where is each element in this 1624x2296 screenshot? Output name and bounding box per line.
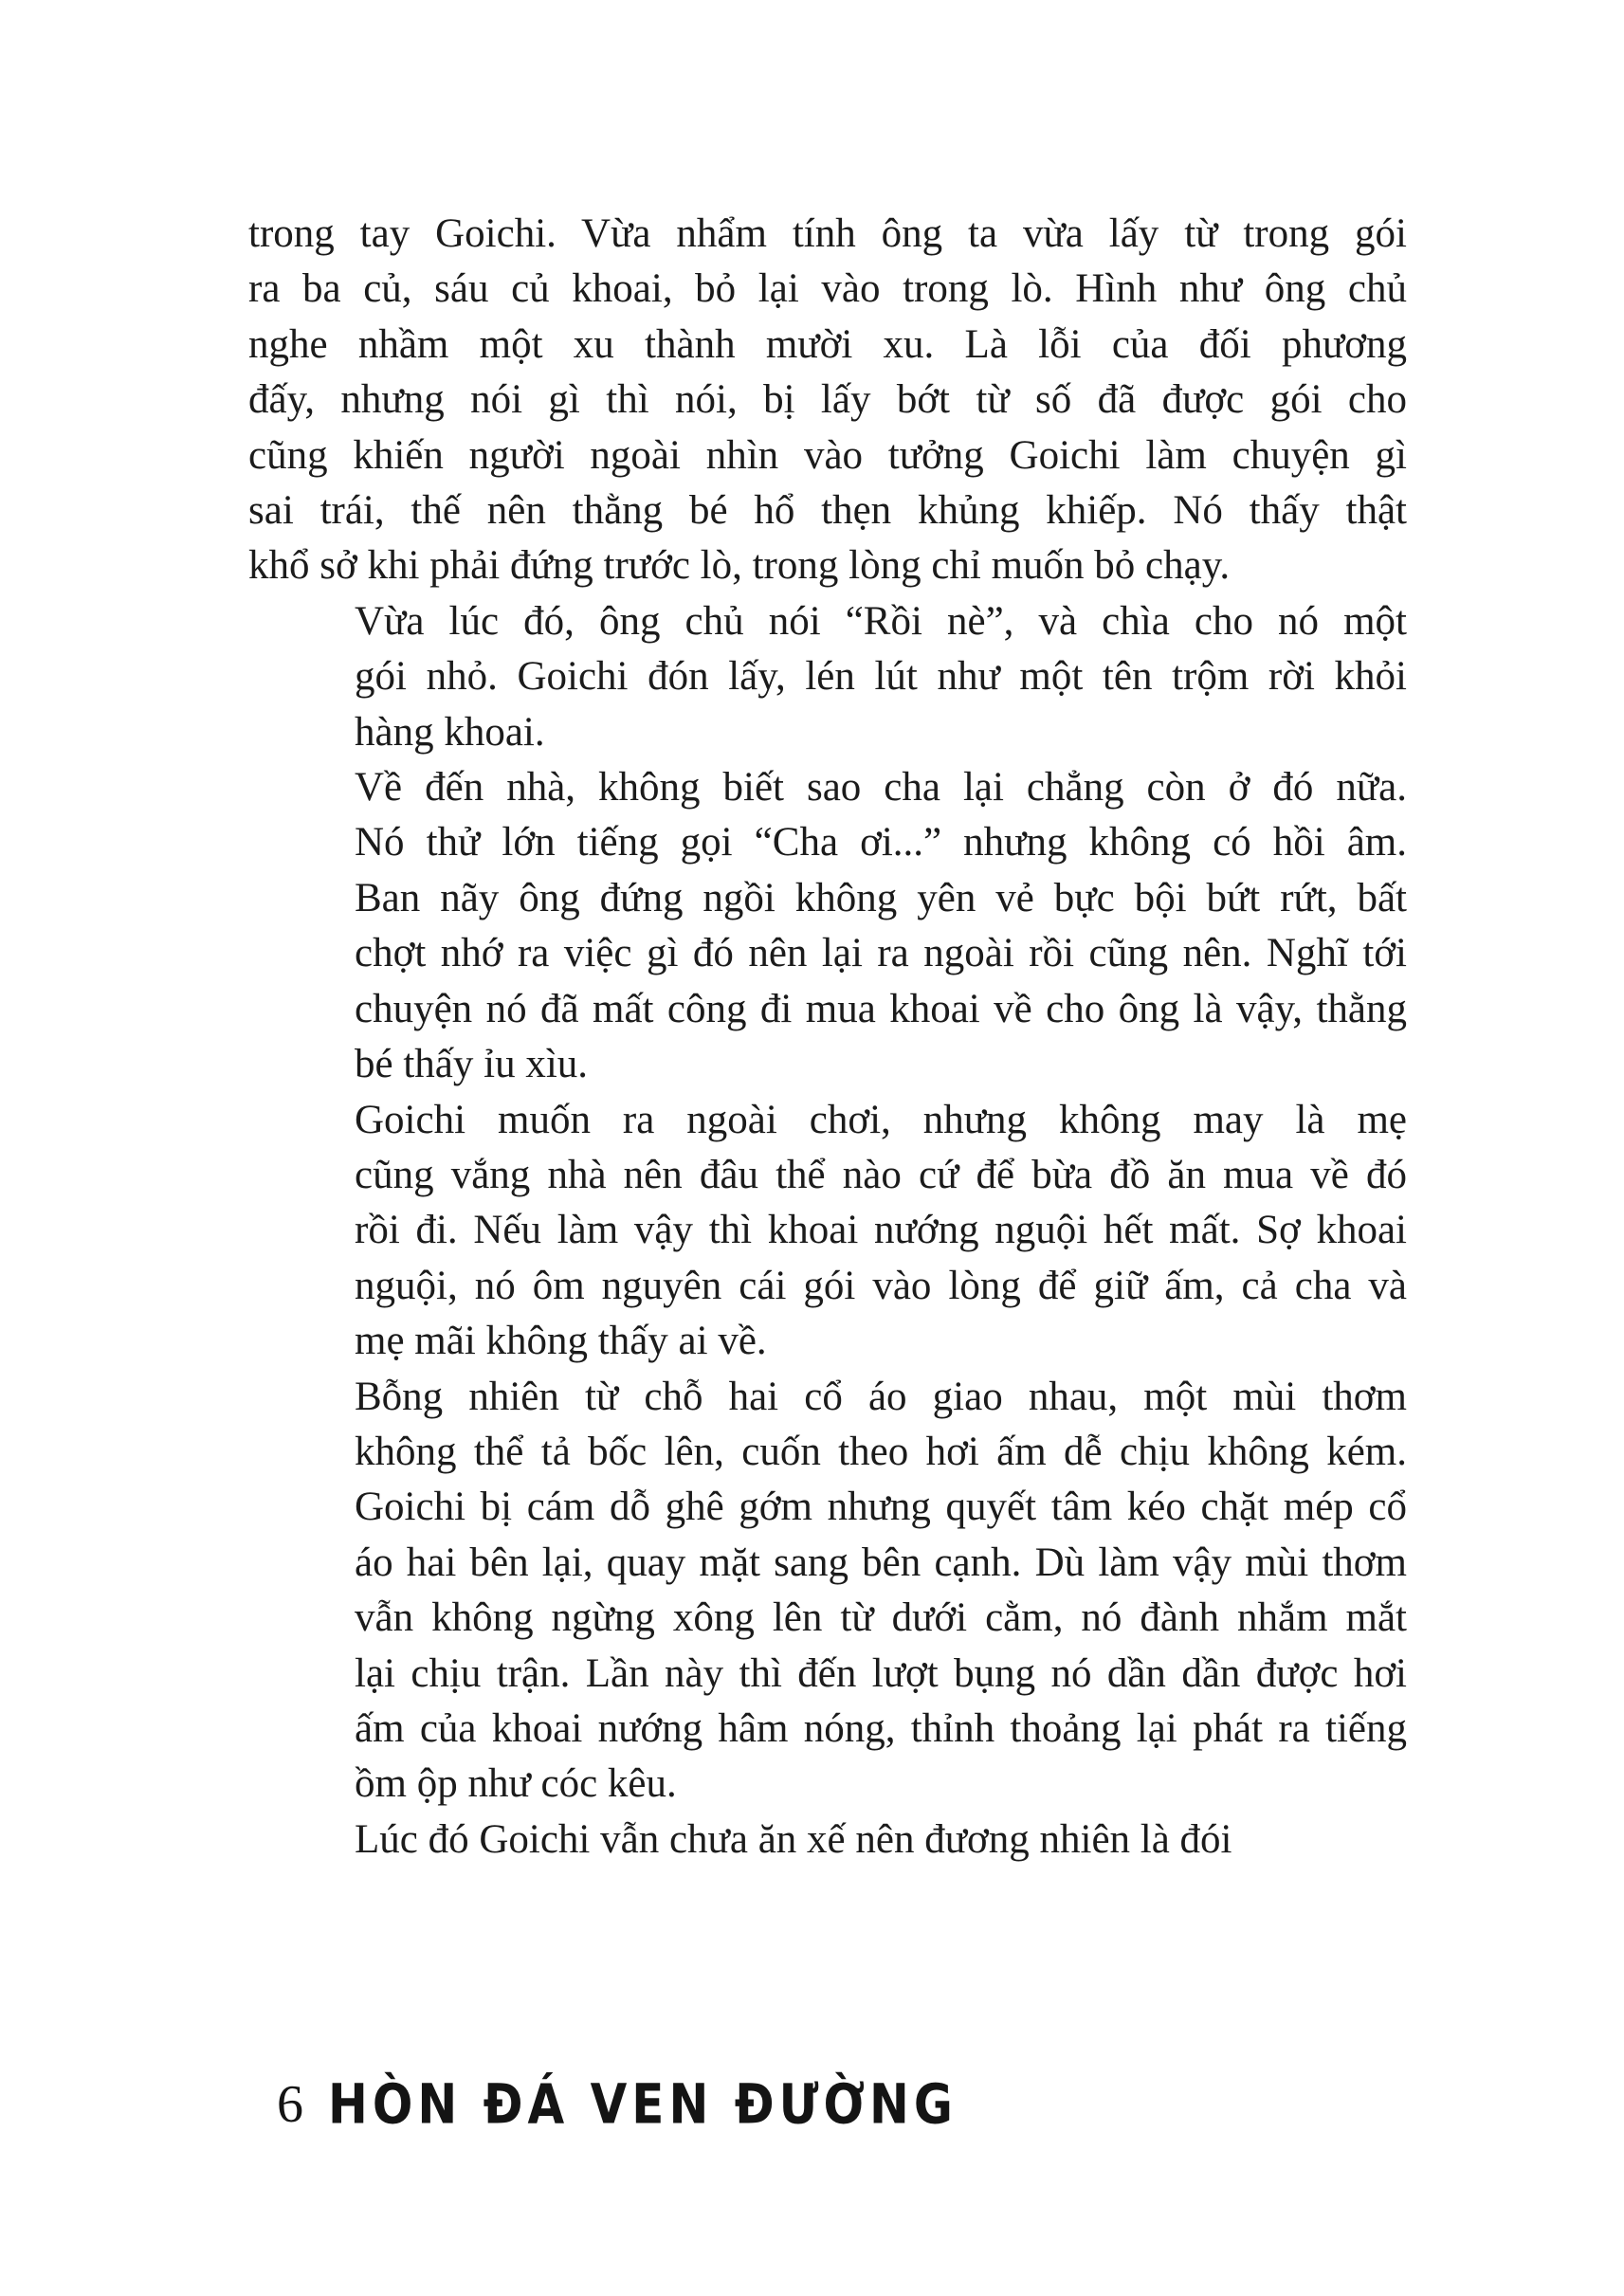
text-line: cũng khiến người ngoài nhìn vào tưởng Goichi làm chuyện gì: [248, 432, 1407, 478]
text-line: Vừa lúc đó, ông chủ nói “Rồi nè”, và chìa cho nó một: [355, 598, 1407, 644]
page-number: 6: [277, 2075, 303, 2134]
text-line: Về đến nhà, không biết sao cha lại chẳng còn ở đó nữa.: [355, 765, 1407, 811]
paragraph: [248, 1813, 1407, 1868]
text-line: Goichi muốn ra ngoài chơi, nhưng không may là mẹ: [355, 1097, 1407, 1142]
text-line: bé thấy ỉu xìu.: [355, 1042, 589, 1087]
paragraph: [248, 760, 1407, 1092]
text-line: Lúc đó Goichi vẫn chưa ăn xế nên đương nhiên là đói: [355, 1816, 1232, 1862]
page-footer: [277, 2067, 958, 2142]
text-line: hàng khoai.: [355, 709, 545, 755]
body-text: [248, 207, 1407, 1868]
paragraph: [248, 1370, 1407, 1813]
text-line: chuyện nó đã mất công đi mua khoai về cho ông là vậy, thằng: [355, 986, 1407, 1031]
book-title: HÒN ĐÁ VEN ĐƯỜNG: [328, 2072, 958, 2137]
text-line: chợt nhớ ra việc gì đó nên lại ra ngoài rồi cũng nên. Nghĩ tới: [355, 931, 1407, 976]
text-line: sai trái, thế nên thằng bé hổ thẹn khủng khiếp. Nó thấy thật: [248, 488, 1407, 534]
text-line: ấm của khoai nướng hâm nóng, thỉnh thoảng lại phát ra tiếng: [355, 1705, 1407, 1751]
paragraph: [248, 1093, 1407, 1370]
paragraph: [248, 594, 1407, 760]
text-line: không thể tả bốc lên, cuốn theo hơi ấm dễ chịu không kém.: [355, 1429, 1407, 1474]
text-line: rồi đi. Nếu làm vậy thì khoai nướng nguội hết mất. Sợ khoai: [355, 1208, 1407, 1253]
text-line: ồm ộp như cóc kêu.: [355, 1761, 677, 1807]
text-line: nghe nhầm một xu thành mười xu. Là lỗi của đối phương: [248, 321, 1407, 367]
text-line: khổ sở khi phải đứng trước lò, trong lòng chỉ muốn bỏ chạy.: [248, 543, 1231, 589]
text-line: ra ba củ, sáu củ khoai, bỏ lại vào trong lò. Hình như ông chủ: [248, 266, 1407, 312]
text-line: Nó thử lớn tiếng gọi “Cha ơi...” nhưng không có hồi âm.: [355, 820, 1407, 866]
text-line: gói nhỏ. Goichi đón lấy, lén lút như một tên trộm rời khỏi: [355, 654, 1407, 700]
text-line: trong tay Goichi. Vừa nhẩm tính ông ta vừa lấy từ trong gói: [248, 211, 1407, 256]
text-line: mẹ mãi không thấy ai về.: [355, 1319, 767, 1364]
text-line: Ban nãy ông đứng ngồi không yên vẻ bực bội bứt rứt, bất: [355, 875, 1407, 920]
text-line: vẫn không ngừng xông lên từ dưới cằm, nó đành nhắm mắt: [355, 1595, 1407, 1641]
text-line: Goichi bị cám dỗ ghê gớm nhưng quyết tâm kéo chặt mép cổ: [355, 1485, 1407, 1530]
text-line: Bỗng nhiên từ chỗ hai cổ áo giao nhau, một mùi thơm: [355, 1374, 1407, 1419]
paragraph: [248, 207, 1407, 594]
text-line: đấy, nhưng nói gì thì nói, bị lấy bớt từ số đã được gói cho: [248, 377, 1407, 423]
text-line: lại chịu trận. Lần này thì đến lượt bụng nó dần dần được hơi: [355, 1650, 1407, 1696]
text-line: cũng vắng nhà nên đâu thể nào cứ để bừa đồ ăn mua về đó: [355, 1152, 1407, 1197]
text-line: áo hai bên lại, quay mặt sang bên cạnh. Dù làm vậy mùi thơm: [355, 1540, 1407, 1585]
text-line: nguội, nó ôm nguyên cái gói vào lòng để giữ ấm, cả cha và: [355, 1263, 1407, 1308]
